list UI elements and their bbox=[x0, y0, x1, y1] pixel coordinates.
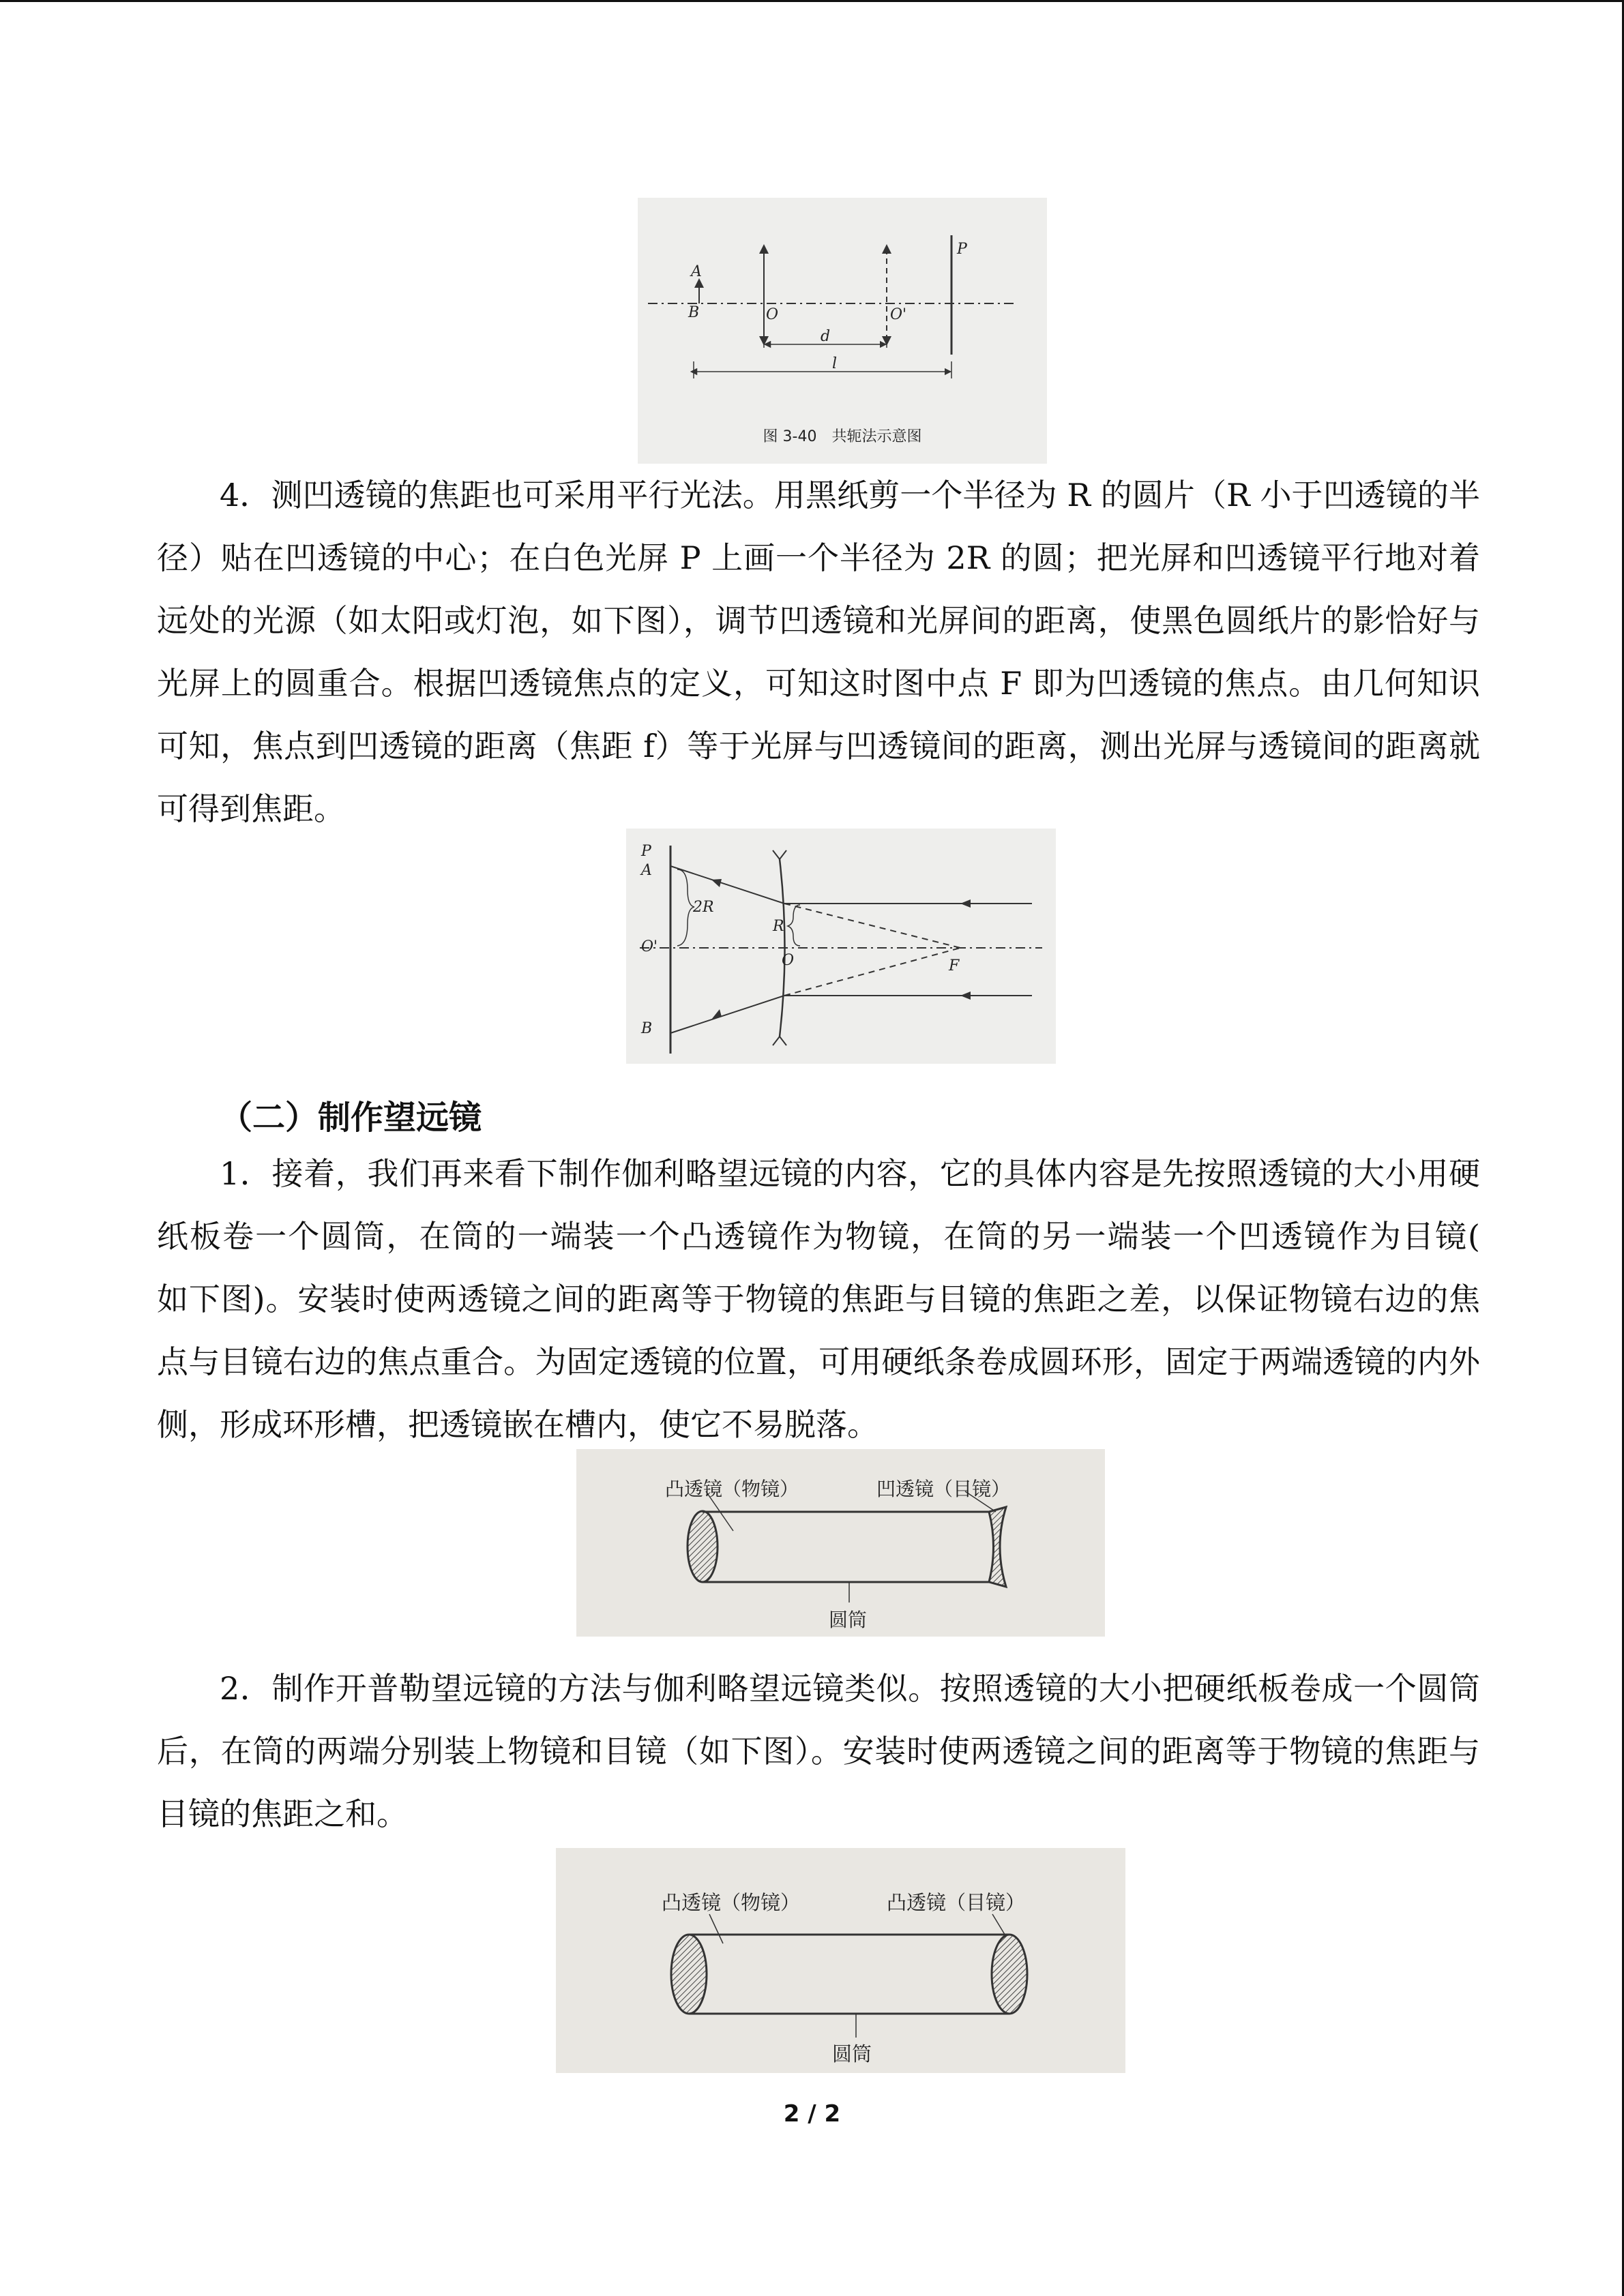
concave-lens-eyepiece bbox=[989, 1507, 1006, 1587]
convex-lens-eyepiece bbox=[992, 1935, 1027, 2014]
label-p: P bbox=[641, 843, 651, 860]
figure-galilean-telescope bbox=[576, 1449, 1105, 1637]
label-o-prime: O' bbox=[641, 938, 658, 955]
label-objective: 凸透镜（物镜） bbox=[665, 1478, 799, 1500]
label-o: O bbox=[766, 306, 779, 323]
label-a: A bbox=[641, 862, 652, 879]
paragraph-kepler-telescope: 2．制作开普勒望远镜的方法与伽利略望远镜类似。按照透镜的大小把硬纸板卷成一个圆筒后，在筒的两端分别装上物镜和目镜（如下图）。安装时使两透镜之间的距离等于物镜的焦距与目镜的焦距之和。 bbox=[157, 1670, 1480, 1832]
parallel-light-diagram bbox=[626, 829, 1056, 1064]
figure-conjugate-method bbox=[638, 198, 1047, 464]
virtual-ray-top bbox=[784, 904, 960, 948]
figure-keplerian-telescope bbox=[556, 1848, 1125, 2073]
label-l: l bbox=[832, 355, 838, 372]
refracted-ray-bottom bbox=[670, 996, 784, 1033]
brace-r bbox=[788, 905, 800, 946]
label-eyepiece: 凹透镜（目镜） bbox=[876, 1478, 1011, 1500]
section-heading: （二）制作望远镜 bbox=[220, 1099, 482, 1137]
label-tube: 圆筒 bbox=[832, 2042, 872, 2066]
label-o: O bbox=[782, 952, 795, 969]
conjugate-method-diagram bbox=[638, 198, 1047, 464]
label-r: R bbox=[773, 918, 784, 935]
convex-lens-objective bbox=[688, 1511, 718, 1582]
label-tube: 圆筒 bbox=[829, 1609, 868, 1631]
label-b: B bbox=[641, 1020, 653, 1037]
label-eyepiece: 凸透镜（目镜） bbox=[887, 1891, 1026, 1914]
label-objective: 凸透镜（物镜） bbox=[662, 1891, 801, 1914]
keplerian-telescope-diagram bbox=[556, 1848, 1125, 2073]
figure-caption: 图 3-40 共轭法示意图 bbox=[763, 428, 922, 445]
label-2r: 2R bbox=[693, 899, 714, 916]
virtual-ray-bottom bbox=[784, 948, 960, 996]
page-number: 2 / 2 bbox=[783, 2100, 841, 2128]
paragraph-galileo-telescope: 1．接着，我们再来看下制作伽利略望远镜的内容，它的具体内容是先按照透镜的大小用硬纸板卷一个圆筒，在筒的一端装一个凸透镜作为物镜，在筒的另一端装一个凹透镜作为目镜( 如下图)。安装时使两透镜之间的距离等于物镜的焦距与目镜的焦距之差，以保证物镜右边的焦点与目镜右边的焦点重合。为固定透镜的位置，可用硬纸条卷成圆环形，固定于两端透镜的内外侧，形成环形槽，把透镜嵌在槽内，使它不易脱落。 bbox=[157, 1155, 1511, 1443]
brace-2r bbox=[677, 869, 694, 946]
label-o-prime: O' bbox=[890, 306, 907, 323]
label-p: P bbox=[957, 241, 967, 258]
label-d: d bbox=[821, 328, 831, 345]
figure-parallel-light-method bbox=[626, 829, 1056, 1064]
label-f: F bbox=[949, 957, 960, 974]
galilean-telescope-diagram bbox=[576, 1449, 1105, 1637]
label-b: B bbox=[688, 304, 700, 321]
convex-lens-objective bbox=[671, 1935, 707, 2014]
paragraph-concave-lens-method: 4．测凹透镜的焦距也可采用平行光法。用黑纸剪一个半径为 R 的圆片（R 小于凹透镜的半径）贴在凹透镜的中心；在白色光屏 P 上画一个半径为 2R 的圆；把光屏和凹透镜平行地对着远处的光源（如太阳或灯泡，如下图），调节凹透镜和光屏间的距离，使黑色圆纸片的影恰好与光屏上的圆重合。根据凹透镜焦点的定义，可知这时图中点 F 即为凹透镜的焦点。由几何知识可知，焦点到凹透镜的距离（焦距 f）等于光屏与凹透镜间的距离，测出光屏与透镜间的距离就可得到焦距。 bbox=[157, 477, 1480, 827]
label-a: A bbox=[691, 263, 702, 280]
